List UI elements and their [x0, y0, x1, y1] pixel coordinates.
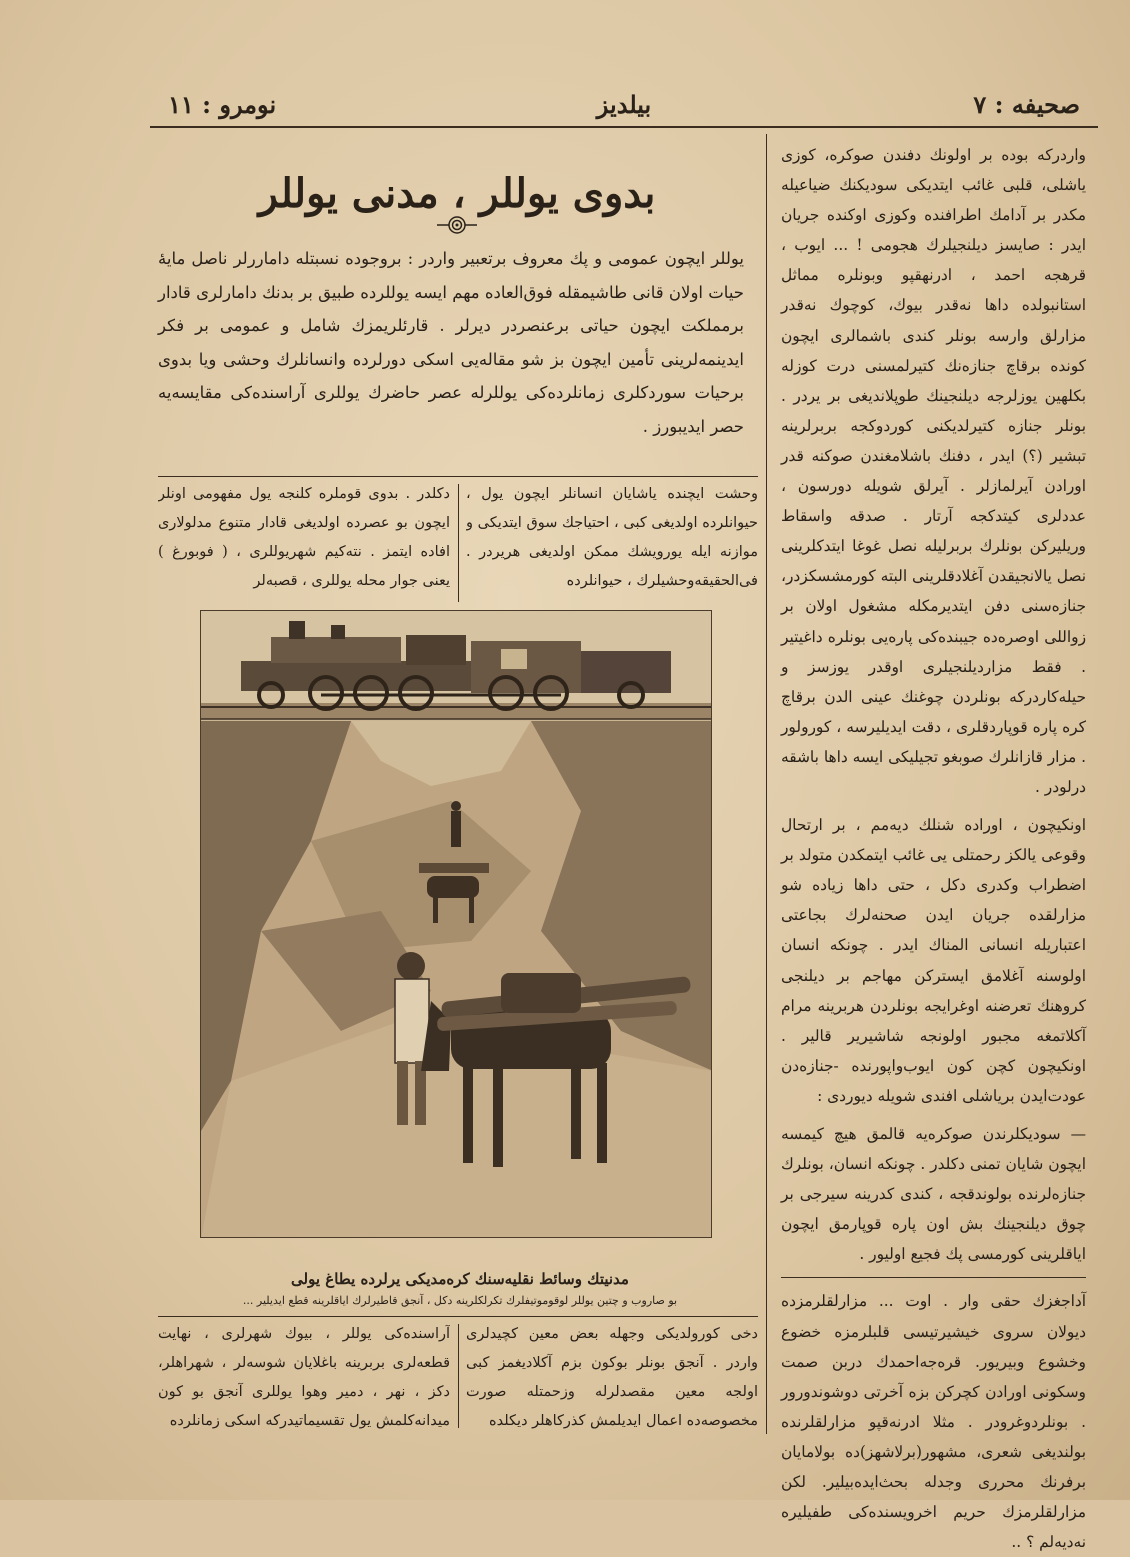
article-lead	[158, 242, 744, 443]
subcolumn-right	[466, 1320, 758, 1432]
right-paragraph: — سودیکلرندن صوکره‌یه قالمق هیچ کیمسه ایچون شایان تمنی دکلدر . چونکه انسان، بونلرك جنازه‌لرنده بولوندقجه ، کندی کدرینه سیرجی بر چوق دیلنجینك بش اون پاره قوپارمق ایچون ایاقلرینی کورمسی پك فجیع اولیور .	[781, 1125, 1086, 1264]
lead-paragraph: یوللر ایچون عمومی و پك معروف برتعبیر واردر : بروجوده نسبتله داماررلر ناصل مایهٔ حیات اولان قانی طاشیمقله فوق‌العاده مهم ایسه یوللرده طبیق بر بدنك دامارلری قادار برمملکت ایچون حیاتی برعنصردر دیرلر . قارئلریمزك شامل و عمومی بر فکر ایدینمه‌لرینی تأمین ایچون بز شو مقاله‌یی اسکی دورلرده وانسانلرك وحشی ویا بدوی برحیات سوردکلری زمانلرده‌کی یوللرله عصر حاضرك یوللری آراسنده‌کی مقایسه‌یه حصر ایدیبورز .	[158, 249, 744, 436]
subcolumn-left	[158, 1320, 450, 1432]
right-paragraph: اونکیچون ، اوراده شنلك دیه‌مم ، بر ارتحال وقوعی یالکز رحمتلی یی غائب ایتمکدن متولد بر اضطراب وکدری دکل ، حتی داها زیاده شو مزارلقده جریان ایدن صحنه‌لرك بجاعتی اعتباریله انسانی المناك ایدر . چونکه انسان اولوسنه آغلامق ایسترکن مهاجم بر دیلنجی کروهنك تعرضنه اوغرایجه بونلردن هربرینه مرام آکلاتمغه مجبور اولونجه شاشیریر قالیر . اونکیچون کچن کون ایوب‌واپورنده -جنازه‌دن عودت‌ایدن بریاشلی افندی شویله دیوردی :	[781, 816, 1086, 1105]
journal-name: بیلدیز	[596, 90, 652, 119]
section-rule	[158, 476, 758, 477]
article	[150, 134, 764, 1434]
subcolumn-right	[466, 480, 758, 606]
locomotive-and-mule-photo	[201, 611, 712, 1238]
article-illustration	[200, 610, 712, 1238]
article-title: بدوی یوللر ، مدنی یوللر	[258, 170, 656, 217]
subcolumn-text: دخی کورولدیکی وجهله بعض معین کچیدلری واردر . آنجق بونلر بوکون بزم آکلادیغمز کبی اولجه معین مقصدلرله وزحمتله صورت مخصوصه‌ده اعمال ایدیلمش کذرکاهلر دیکلده	[466, 1326, 758, 1429]
title-ornament-icon	[437, 214, 477, 236]
figure-caption: مدنیتك وسائط نقلیه‌سنك کره‌مدیکی یرلرده یطاغ یولی	[291, 1270, 629, 1288]
subcolumn-left	[158, 480, 450, 606]
subcolumn-divider	[458, 1324, 459, 1428]
issue-number: نومرو : ١١	[168, 90, 277, 119]
section-rule	[158, 1316, 758, 1317]
right-paragraph: آداجغزك حقی وار . اوت ... مزارلقلرمزده دیولان سروی خیشیرتیسی قلبلرمزه خضوع وخشوع وبیریور. قره‌جه‌احمدك دربن صمت وسکونی اورادن کچرکن بزه آخرتی دوشوندورور . بونلردوغرودر . مثلا ادرنه‌قپو مزارلقلرنده بولندیغی شعری، مشهور(برلاشهز)ده بولامایان برفرنك محرری وجدله بحث‌ایده‌بیلیر. لکن مزارلقلرمزك حریم اخرویسنده‌کی طفیلیره نه‌دیه‌لم ؟ ..	[781, 1292, 1086, 1552]
page-header	[150, 88, 1098, 128]
subcolumn-text: دکلدر . بدوی قوملره کلنجه یول مفهومی اونلر ایچون بو عصرده اولدیغی قادار متنوع مدلولاری افاده ایتمز . نته‌کیم شهریوللری ، ( فوبورغ ) یعنی جوار محله یوللری ، قصبه‌لر	[158, 486, 450, 589]
subcolumn-text: وحشت ایچنده یاشایان انسانلر ایچون یول ، حیوانلرده اولدیغی کبی ، احتیاجك سوق ایتدیکی و موازنه ایله یورویشك ممکن اولدیغی هریردر . فی‌الحقیقه‌وحشیلرك ، حیوانلرده	[466, 486, 758, 589]
subcolumn-text: آراسنده‌کی یوللر ، بیوك شهرلری ، نهایت قطعه‌لری بربرینه باغلایان شوسه‌لر ، شهراهلر، دکز ، نهر ، دمیر وهوا یوللری آنجق بو کون میدانه‌کلمش یول تقسیماتیدرکه اسکی زمانلرده	[158, 1326, 450, 1429]
subcolumn-divider	[458, 484, 459, 602]
upper-subcolumns	[158, 480, 758, 606]
column-divider	[781, 1277, 1086, 1278]
right-column	[766, 134, 1098, 1552]
right-paragraph: واردرکه بوده بر اولونك دفندن صوکره، کوزی یاشلی، قلبی غائب ایتدیکی سودیکنك ضیاعیله مکدر بر آدامك اطرافنده وکوزی اوکنده جریان ایدر : صایسز دیلنجیلرك هجومی ! ... ایوب ، قرهجه احمد ، ادرنهقپو وبونلره مماثل استانبولده داها نه‌قدر بیوك، کوچوك نه‌قدر مزارلق وارسه بونلر کندی باشمالری ایچون کونده برقاچ جنازه‌نك کتیرلمسنی درت کوزله بکلهین یوزلرجه دیلنجینك طوپلاندیغی بر یردر . بونلر جنازه کتیرلدیکنی کوردوکجه بربرلرینه تبشیر (؟) ایدر ، دفنك باشلامغندن صوکنه قدر اورادن آیرلمازلر . آیرلق شویله دورسون ، عددلری کیتدکجه آرتار . صدقه واسقاط وریلیرکن بونلرك بربرلیله نصل غوغا ایتدکلرینی نصل یالانجیقدن آغلادقلرینی البته کورمشسکزدر، جنازه‌سنی دفن ایتدیرمکله مشغول اولان بر زواللی اوصره‌ده جیبنده‌کی پاره‌یی بونلره داغیتیر . فقط مزاردیلنجیلری اوقدر یوزسز و حیله‌کاردرکه بونلردن چوغنك عینی الدن برقاچ کره پاره قوپاردقلری ، دقت ایدیلیرسه ، کورولور . مزار قازانلرك صوبغو تجیلیکی ایسه داها باشقه درلودر .	[781, 146, 1086, 796]
page-number: صحیفه : ٧	[973, 90, 1080, 119]
figure-subcaption: بو صاروب و چتین یوللر لوقوموتیفلرك تکرلکلرینه دکل ، آنجق قاطیرلرك ایاقلرینه قطع ایدیلیر ...	[242, 1294, 678, 1307]
lower-subcolumns	[158, 1320, 758, 1432]
